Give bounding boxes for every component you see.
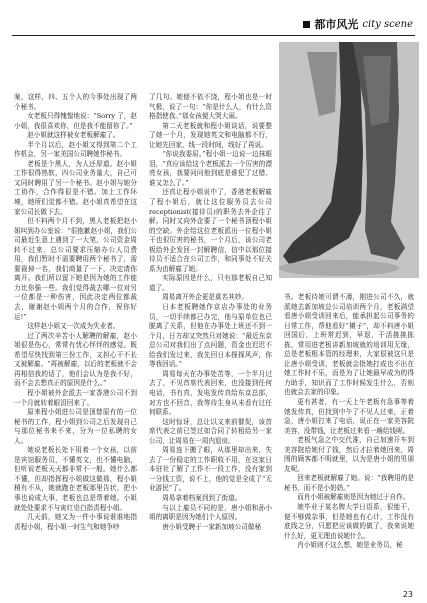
paragraph: 但不料两个月不到，黑人老板把赵小姐叫到办公室说：“很抱歉赵小姐，我们公司最近生意上遇到了一大笔，公司资金周转不过来，总公司要求压缩办公人员费用，我们暂时不需要聘用两个秘书了，需要裁掉一名，我们商量了一下，决定请你离开。我们所以留下她是因为她的工作能力比你强一些。我们觉得裁去哪一位对另一位都是一种伤害，因此决定两位都裁去，谢谢赵小姐两个月的合作，祝你好运!”	[14, 217, 137, 321]
paragraph: 而肖小姐被解雇则是因为她过于自作。	[297, 493, 410, 502]
paragraph: 更有甚者，有一天上午老板有急事等着她发传真，但找到中午了不见人过来，正着急，唐小姐打来了电话，说正在一家美容院美容，没带钱，让老板过来看一趟给钱呢。	[284, 398, 414, 435]
paragraph: 原来程小姐进公司是顶替原有的一位秘书的工作，程小姐到公司之后发现自己与那位秘书来不来，分为一位私聘的女人。	[14, 408, 137, 445]
article-photo	[279, 42, 419, 278]
paragraph: 半个月以后，赵小姐又得到第二个工作机会，另一家美国公司聘她作秘书。	[14, 140, 137, 159]
paragraph: “你说我委屈。”程小姐一边说一边抹眼泪，“真应该给这个老板派去一个厉害的漂亮女孩，我要问问他到底是谁犯了过错、谁又怎么了。”	[149, 150, 272, 187]
header-rule	[12, 35, 415, 36]
paragraph: 老板气急之中交代准，自己加速开车到美容院给她付了钱，然后才拉着她回来，周围的顾客都不明就里，以为是唐小姐的男朋友呢。	[284, 436, 414, 473]
text-column-2	[149, 93, 272, 587]
paragraph: 还真让程小姐说中了，香港老板解雇了程小姐后，就让这位服务员去公司receptionist(接待员)的职务去外企往了解。同时又向外企要了一个秘书顶程小姐的空缺。外企给这位老板派出一位程小姐干也很厉害的秘书，一个月后，该公司老板给外企发回一封解聘信，信中以那位接待员不适合在公司工作，和同事处不好关系为由解雇了她。	[149, 188, 272, 273]
paragraph: 过了两次辛苦小人解聘的解雇，赵小姐很是伤心，常常有忧心怦怦的感觉。既希望尽快找到第三份工作，又担心干不长又被解雇。“再被解雇，以后的老板就不会再相信我的话了，他们会认为是我不好，而不会去想真正的原因是什么。”	[14, 331, 137, 388]
paragraph: 与以上雇员不同的是，唐小姐和孙小姐的离职是因为她们个人原因。	[149, 503, 272, 522]
paragraph: 第二天老板就和程小姐谈话，说要整了她一个月，发现她英文和电脑都不行，让她先回家，线一段时间，线好了再说。	[149, 121, 272, 149]
paragraph: 几天前，她又为一件小事说谁谁地指责程小姐，程小姐一时生气和她争吵	[14, 513, 137, 531]
paragraph: 唐小姐受聘于一家新加坡公司做秘	[162, 522, 262, 531]
paragraph: 老板是个黑人，为人还厚道。赵小姐工作很得热软，四公司业务量大，自己可又同时聘用了另一个秘书。赵小姐与她分工协作，合作得很是不错。加上工作环境，她所们觉都不错。赵小姐真希望在这家公司长做下去。	[14, 159, 137, 216]
section-title-cn: 都市风光	[314, 18, 359, 31]
boots-photo-icon	[279, 42, 419, 278]
paragraph: 周易拿着档案到到了街道。	[162, 493, 242, 502]
paragraph: 案，这样，四、五个人的今事处出现了两个秘书。	[14, 93, 137, 111]
paragraph: 了几句。她便不依不饶，程小姐也是一时气极，说了一句：“你是什么人，有什么资格指使我。”那女孩便大哭大闹。	[149, 93, 272, 121]
paragraph: 周易离开外企更是莫名其妙。	[162, 293, 248, 302]
paragraph: 这时惊讶，总让以又来前催促，该首席代表之前已签过如合同了转租给另一家公司，让周易在一周内退房。	[149, 417, 272, 445]
paragraph: 她毕业于某名牌大学日语系，很能干，便不够做杂事，但是她也有心计，工作没有底线之分，只愿把应该做的做了，我来说她什么好，更无理由说她什么。	[284, 503, 414, 540]
paragraph: 这样赵小姐又一次成为失业者。	[27, 322, 120, 331]
text-column-3	[284, 293, 414, 587]
paragraph: 她说老板长处下用着一个女孩，以前是宾馆服务员，不懂英文，也不懂电脑，但听说老板天天都非常不一般。她什么都不懂，但却指挥程小姐做这做那，程小姐稍有不从，她就跑在老板那里告状，把小事也说成大事，老板也总是帮着她。小姐就处处要求不与寅红皂白指责程小姐。	[14, 446, 137, 512]
section-title-en: city scene	[362, 18, 413, 30]
paragraph: 日本老板聘她作京店办事处的业务员，一切手续都已办完，他与原单位也已脱离了关系，但他在办事处上班还不到一个月，日方却又突然只对她说：“最近东京总公司对我们出了点问题，资金也迟迟不给我们发过来，我先回日本探探风声，你等我回话。”	[149, 303, 272, 369]
paragraph: 周易连下搬了眼，从那里却出来，失去了一份稳定的工作职收不用，在这家日本驻社了解了工作不一段工作，没有家到一分钱工资，说不上，他的觉是全成了“无业游民”了。	[149, 446, 272, 493]
paragraph: 女老板只得愧惶地说：“Sorry 了，赵小姐，我很喜欢你，但是我不能留你了。”	[14, 112, 137, 130]
paragraph: 周易每天在办事处苦等，一个半月过去了，不见首席代表回来，也没接到任何电话，书有真，发电发传真给东京总部，对方也不回音，我等待生身从未看有过任何联系。	[149, 369, 272, 417]
header-square-icon	[303, 21, 310, 28]
paragraph: 回来老板就解雇了她。说：“我聘用的是秘书，而不是小奶奶。”	[284, 474, 414, 492]
section-header	[303, 17, 413, 31]
paragraph: 肖小姐则不这么想，她是业务员，秘	[297, 541, 403, 550]
paragraph: 程小姐被外企派去一家香港公司不到一个月就转着眼泪回来了。	[14, 388, 137, 407]
paragraph: 赵小姐就这样被女老板解雇了。	[27, 131, 120, 140]
page-number: 23	[402, 590, 413, 599]
paragraph: 书。老板待她可谓不薄，刚进公司不久，就派她去新加坡总公司培训两个月，老板满望看唐小姐受训回来后，能承担起公司事务的日常工作，帮他看好“摊子”，却不料唐小姐回国后，上班常迟到，早退，干活挑挑拣拣，常用进老板讲新加坡就的培训用无缘，总是老板根本管的经理来，大家很被这只是让唐小姐受训，老板就会批她打成也不出在她工作时不乐，而是为了让她最早成为的得力助手，知识而了工作时候发生什么，否则也就会去家的印象。	[284, 293, 414, 397]
text-column-1	[14, 93, 137, 587]
paragraph: 实际原因是什么，只有那老板自己知道了。	[149, 274, 272, 292]
